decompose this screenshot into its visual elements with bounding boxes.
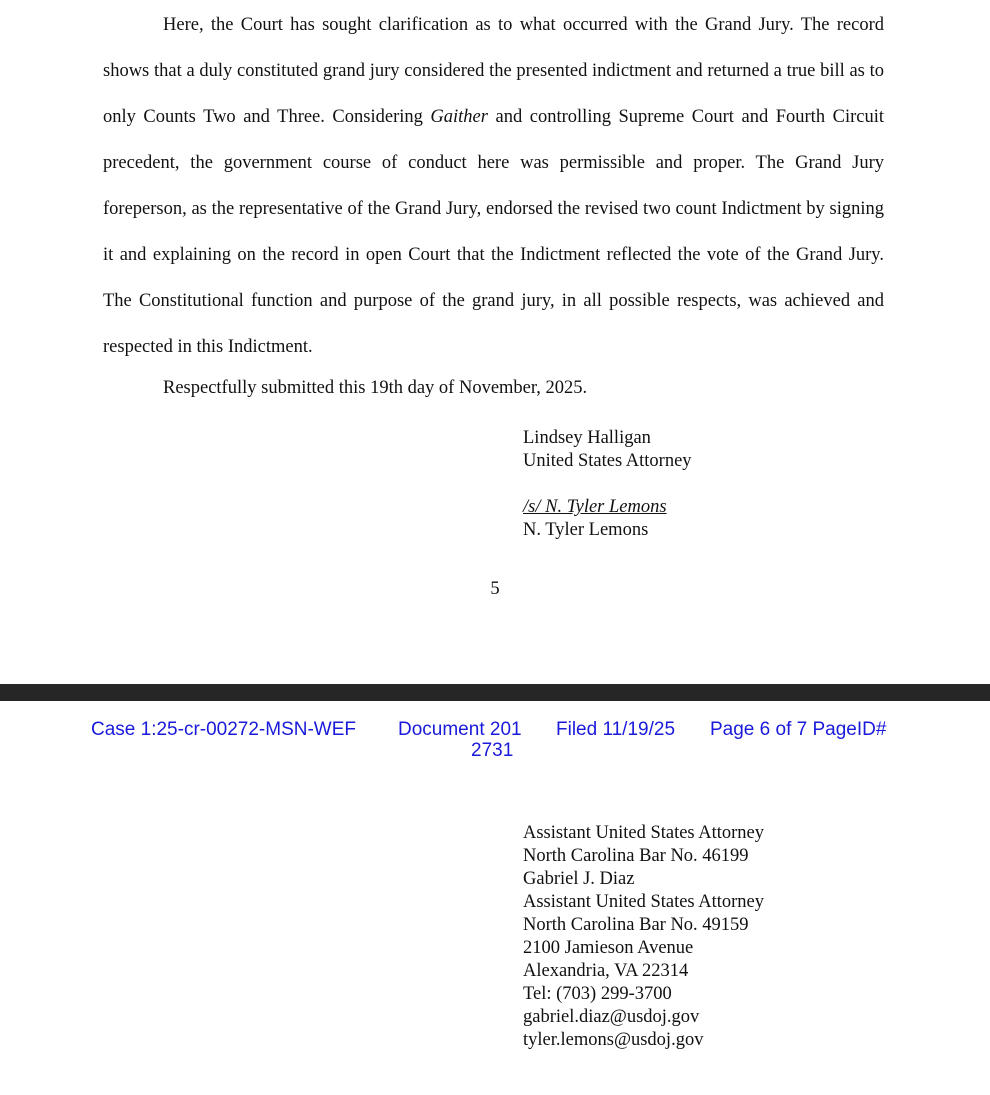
signature-line: 2100 Jamieson Avenue (523, 938, 694, 958)
signature-line: Gabriel J. Diaz (523, 869, 635, 889)
electronic-signature-block (523, 496, 667, 542)
closing-line: Respectfully submitted this 19th day of November, 2025. (163, 378, 588, 398)
case-name-italic: Gaither (430, 107, 488, 127)
paragraph-text-start: Here, the Court has sought clarification as to what occurred with the Grand Jury. The record shows that a duly constituted grand jury considered the presented indictment and returned a true bill as to only Counts Two and Three. Considering (103, 15, 884, 127)
case-number: Case 1:25-cr-00272-MSN-WEF (91, 719, 357, 740)
signer-name: N. Tyler Lemons (523, 520, 649, 540)
paragraph-text-end: and controlling Supreme Court and Fourth Circuit precedent, the government course of conduct here was permissible and proper. The Grand Jury foreperson, as the representative of the Grand Jury, endorsed the revised two count Indictment by signing it and explaining on the record in open Court that the Indictment reflected the vote of the Grand Jury. The Constitutional function and purpose of the grand jury, in all possible respects, was achieved and respected in this Indictment. (103, 107, 884, 357)
page-number: 5 (490, 579, 500, 599)
filed-date: Filed 11/19/25 (556, 719, 676, 740)
signature-block (523, 427, 692, 473)
electronic-signature: /s/ N. Tyler Lemons (523, 497, 667, 517)
attorney-name: Lindsey Halligan (523, 428, 651, 448)
body-paragraph (103, 2, 884, 370)
email-line: tyler.lemons@usdoj.gov (523, 1030, 704, 1050)
page-count: Page 6 of 7 PageID# (710, 719, 887, 740)
page-divider (0, 684, 990, 701)
continued-signature-block (523, 822, 764, 1052)
signature-line: North Carolina Bar No. 49159 (523, 915, 749, 935)
signature-line: Assistant United States Attorney (523, 823, 764, 843)
email-line: gabriel.diaz@usdoj.gov (523, 1007, 700, 1027)
signature-line: Alexandria, VA 22314 (523, 961, 689, 981)
attorney-title: United States Attorney (523, 451, 692, 471)
signature-line: Assistant United States Attorney (523, 892, 764, 912)
signature-line: Tel: (703) 299-3700 (523, 984, 672, 1004)
page-id: 2731 (471, 740, 514, 761)
document-number: Document 201 (398, 719, 522, 740)
signature-line: North Carolina Bar No. 46199 (523, 846, 749, 866)
